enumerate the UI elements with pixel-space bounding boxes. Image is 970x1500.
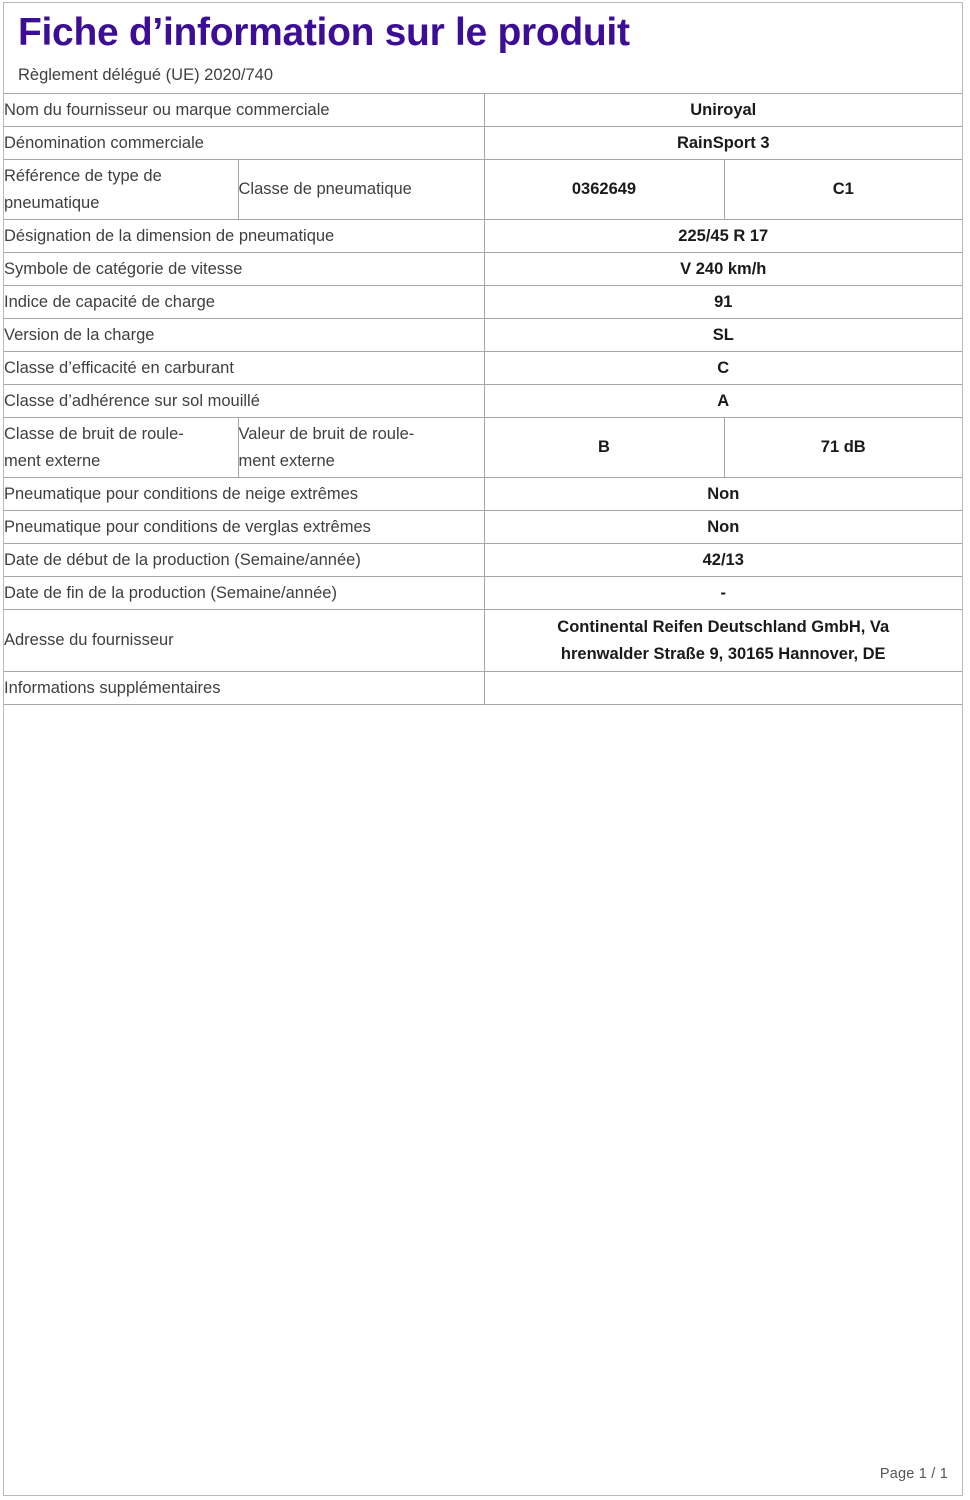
table-row — [4, 511, 962, 544]
row-label-additional-information: Informations supplémentaires — [4, 672, 484, 705]
row-label-external-rolling-noise-class-line2: ment externe — [4, 451, 101, 470]
table-row — [4, 610, 962, 672]
table-row — [4, 672, 962, 705]
row-label-tyre-type-reference-line2: pneumatique — [4, 193, 100, 212]
row-label-speed-category-symbol: Symbole de catégorie de vitesse — [4, 253, 484, 286]
table-row — [4, 220, 962, 253]
row-value-additional-information — [484, 672, 962, 705]
row-value-load-capacity-index: 91 — [484, 286, 962, 319]
row-label-fuel-efficiency-class: Classe d’efficacité en carburant — [4, 352, 484, 385]
row-label-external-rolling-noise-class — [4, 418, 238, 478]
row-label-tyre-type-reference — [4, 160, 238, 220]
row-label-load-version: Version de la charge — [4, 319, 484, 352]
row-value-tyre-type-reference: 0362649 — [484, 160, 724, 220]
row-label-supplier-address: Adresse du fournisseur — [4, 610, 484, 672]
row-value-supplier-address-line1: Continental Reifen Deutschland GmbH, Va — [557, 617, 890, 636]
page-number-footer: Page 1 / 1 — [879, 1466, 948, 1482]
table-row — [4, 478, 962, 511]
table-row — [4, 127, 962, 160]
table-row — [4, 286, 962, 319]
table-row — [4, 352, 962, 385]
row-value-external-rolling-noise-class: B — [484, 418, 724, 478]
row-label-commercial-designation: Dénomination commerciale — [4, 127, 484, 160]
tyre-specification-table — [4, 93, 962, 705]
row-value-tyre-size-designation: 225/45 R 17 — [484, 220, 962, 253]
table-row — [4, 319, 962, 352]
table-row — [4, 253, 962, 286]
table-row — [4, 418, 962, 478]
table-row — [4, 544, 962, 577]
row-value-supplier-address — [484, 610, 962, 672]
table-row — [4, 385, 962, 418]
table-row — [4, 160, 962, 220]
table-row — [4, 577, 962, 610]
row-value-supplier-name: Uniroyal — [484, 94, 962, 127]
page-title: Fiche d’information sur le produit — [18, 11, 630, 54]
row-label-tyre-size-designation: Désignation de la dimension de pneumatique — [4, 220, 484, 253]
row-value-production-end-date: - — [484, 577, 962, 610]
table-row — [4, 94, 962, 127]
row-value-supplier-address-line2: hrenwalder Straße 9, 30165 Hannover, DE — [560, 644, 886, 663]
page-content — [4, 3, 962, 705]
row-value-load-version: SL — [484, 319, 962, 352]
row-label-load-capacity-index: Indice de capacité de charge — [4, 286, 484, 319]
row-label-tyre-type-reference-line1: Référence de type de — [4, 166, 162, 185]
row-value-tyre-class: C1 — [724, 160, 962, 220]
row-value-fuel-efficiency-class: C — [484, 352, 962, 385]
row-label-production-start-date: Date de début de la production (Semaine/année) — [4, 544, 484, 577]
row-label-external-rolling-noise-class-line1: Classe de bruit de roule- — [4, 424, 184, 443]
row-value-speed-category-symbol: V 240 km/h — [484, 253, 962, 286]
row-label-severe-snow-conditions: Pneumatique pour conditions de neige extrêmes — [4, 478, 484, 511]
row-label-production-end-date: Date de fin de la production (Semaine/année) — [4, 577, 484, 610]
row-sublabel-external-rolling-noise-value — [238, 418, 484, 478]
row-label-wet-grip-class: Classe d’adhérence sur sol mouillé — [4, 385, 484, 418]
row-sublabel-tyre-class: Classe de pneumatique — [238, 160, 484, 220]
row-label-supplier-name: Nom du fournisseur ou marque commerciale — [4, 94, 484, 127]
regulation-subtitle: Règlement délégué (UE) 2020/740 — [18, 66, 274, 84]
row-label-severe-ice-conditions: Pneumatique pour conditions de verglas extrêmes — [4, 511, 484, 544]
row-sublabel-external-rolling-noise-value-line2: ment externe — [238, 451, 335, 470]
row-value-severe-ice-conditions: Non — [484, 511, 962, 544]
row-value-production-start-date: 42/13 — [484, 544, 962, 577]
row-sublabel-external-rolling-noise-value-line1: Valeur de bruit de roule- — [238, 424, 415, 443]
row-value-severe-snow-conditions: Non — [484, 478, 962, 511]
row-value-wet-grip-class: A — [484, 385, 962, 418]
row-value-commercial-designation: RainSport 3 — [484, 127, 962, 160]
row-value-external-rolling-noise-value: 71 dB — [724, 418, 962, 478]
